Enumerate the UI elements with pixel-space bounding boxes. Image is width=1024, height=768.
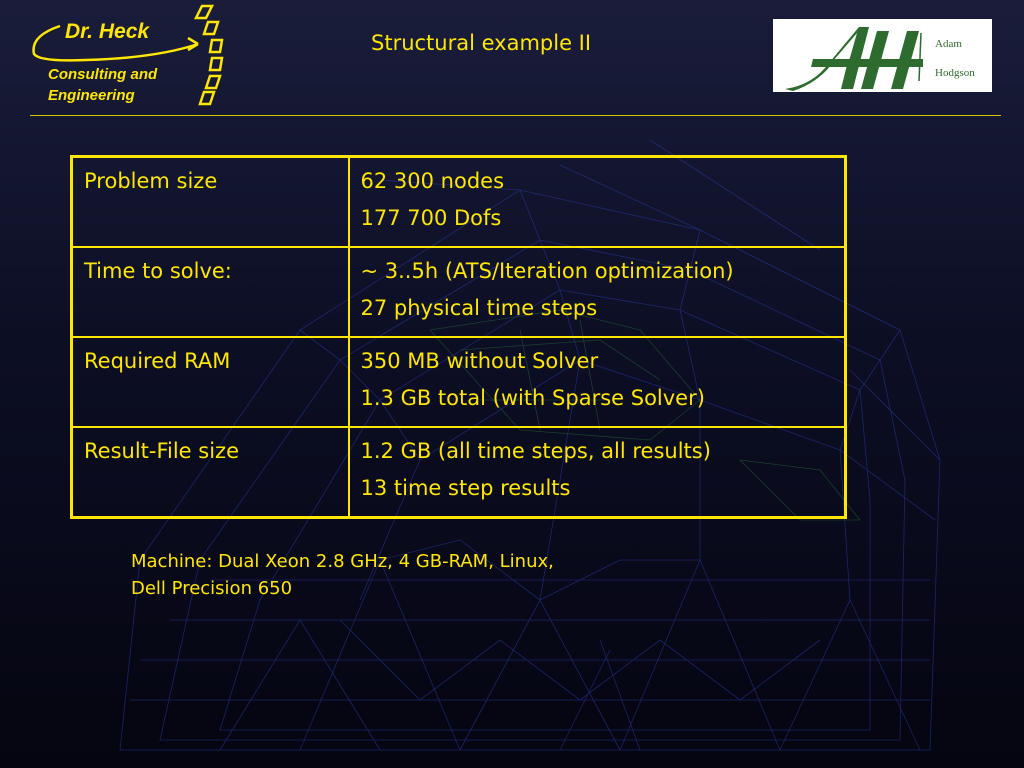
machine-info-line1: Machine: Dual Xeon 2.8 GHz, 4 GB-RAM, Linux, (131, 551, 554, 572)
row-label: Problem size (84, 169, 218, 193)
row-value-line1: 62 300 nodes (360, 169, 505, 193)
row-value-line2: 1.3 GB total (with Sparse Solver) (360, 386, 705, 410)
dr-heck-logo (26, 4, 236, 110)
row-value-line1: 350 MB without Solver (360, 349, 599, 373)
ah-word-hodgson: Hodgson (935, 67, 975, 79)
table-row (72, 427, 846, 518)
table-row (72, 247, 846, 337)
row-value-line1: 1.2 GB (all time steps, all results) (360, 439, 711, 463)
table-row (72, 337, 846, 427)
dr-heck-subtitle (48, 64, 157, 106)
row-label: Required RAM (84, 349, 231, 373)
row-value-line1: ~ 3..5h (ATS/Iteration optimization) (360, 259, 734, 283)
adam-hodgson-logo (773, 19, 992, 92)
ah-word-adam: Adam (935, 38, 962, 50)
row-value-cell (349, 157, 846, 248)
dr-heck-name: Dr. Heck (65, 20, 150, 43)
row-value-line2: 177 700 Dofs (360, 206, 502, 230)
ah-monogram-icon (773, 19, 992, 92)
row-label-cell (72, 157, 349, 248)
slide-title: Structural example II (371, 31, 592, 55)
row-label-cell (72, 337, 349, 427)
row-value-cell (349, 247, 846, 337)
row-value-line2: 13 time step results (360, 476, 571, 500)
machine-info-line2: Dell Precision 650 (131, 578, 293, 599)
dr-heck-subtitle-line1: Consulting and (48, 66, 158, 83)
machine-info (131, 548, 554, 602)
row-value-line2: 27 physical time steps (360, 296, 598, 320)
header-divider (30, 115, 1001, 116)
row-value-cell (349, 337, 846, 427)
row-label-cell (72, 247, 349, 337)
row-label-cell (72, 427, 349, 518)
problem-stats-table (70, 155, 847, 519)
dr-heck-subtitle-line2: Engineering (48, 87, 135, 104)
row-label: Time to solve: (84, 259, 232, 283)
table-row (72, 157, 846, 248)
row-value-cell (349, 427, 846, 518)
row-label: Result-File size (84, 439, 239, 463)
